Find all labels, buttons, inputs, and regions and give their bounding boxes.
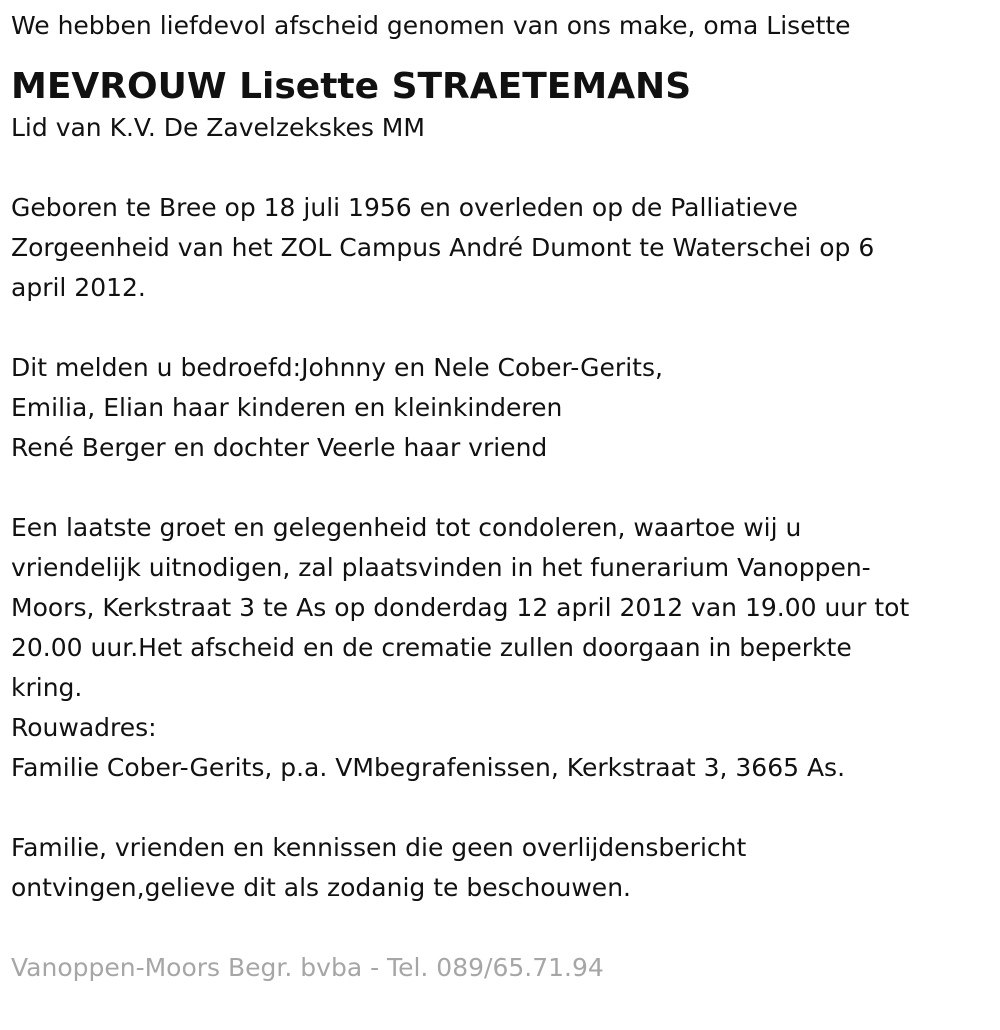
membership-text: Lid van K.V. De Zavelzekskes MM [11,113,425,142]
ceremony-line: Een laatste groet en gelegenheid tot condoleren, waartoe wij u [11,513,802,542]
announcers-line: René Berger en dochter Veerle haar vriend [11,433,548,462]
section-gap [11,908,960,948]
section-gap [11,148,960,188]
funeral-home-footer: Vanoppen-Moors Begr. bvba - Tel. 089/65.71.94 [11,953,604,982]
intro-text: We hebben liefdevol afscheid genomen van ons make, oma Lisette [11,11,851,40]
deceased-name: MEVROUW Lisette STRAETEMANS [11,66,692,107]
address-text: Familie Cober-Gerits, p.a. VMbegrafenissen, Kerkstraat 3, 3665 As. [11,753,846,782]
notice-line: ontvingen,gelieve dit als zodanig te beschouwen. [11,873,631,902]
notice-line: Familie, vrienden en kennissen die geen overlijdensbericht [11,833,747,862]
announcers-paragraph [11,348,960,468]
notice-paragraph [11,828,960,908]
address-label: Rouwadres: [11,713,157,742]
ceremony-line: Moors, Kerkstraat 3 te As op donderdag 12 april 2012 van 19.00 uur tot [11,593,910,622]
announcers-line: Dit melden u bedroefd:Johnny en Nele Cober-Gerits, [11,353,663,382]
section-gap [11,788,960,828]
ceremony-paragraph [11,508,960,788]
birth-death-paragraph [11,188,960,308]
announcers-line: Emilia, Elian haar kinderen en kleinkinderen [11,393,563,422]
birth-death-line: Geboren te Bree op 18 juli 1956 en overleden op de Palliatieve [11,193,798,222]
birth-death-line: Zorgeenheid van het ZOL Campus André Dumont te Waterschei op 6 [11,233,875,262]
ceremony-line: 20.00 uur.Het afscheid en de crematie zullen doorgaan in beperkte [11,633,852,662]
ceremony-line: kring. [11,673,83,702]
birth-death-line: april 2012. [11,273,146,302]
ceremony-line: vriendelijk uitnodigen, zal plaatsvinden in het funerarium Vanoppen- [11,553,871,582]
section-gap [11,308,960,348]
section-gap [11,468,960,508]
